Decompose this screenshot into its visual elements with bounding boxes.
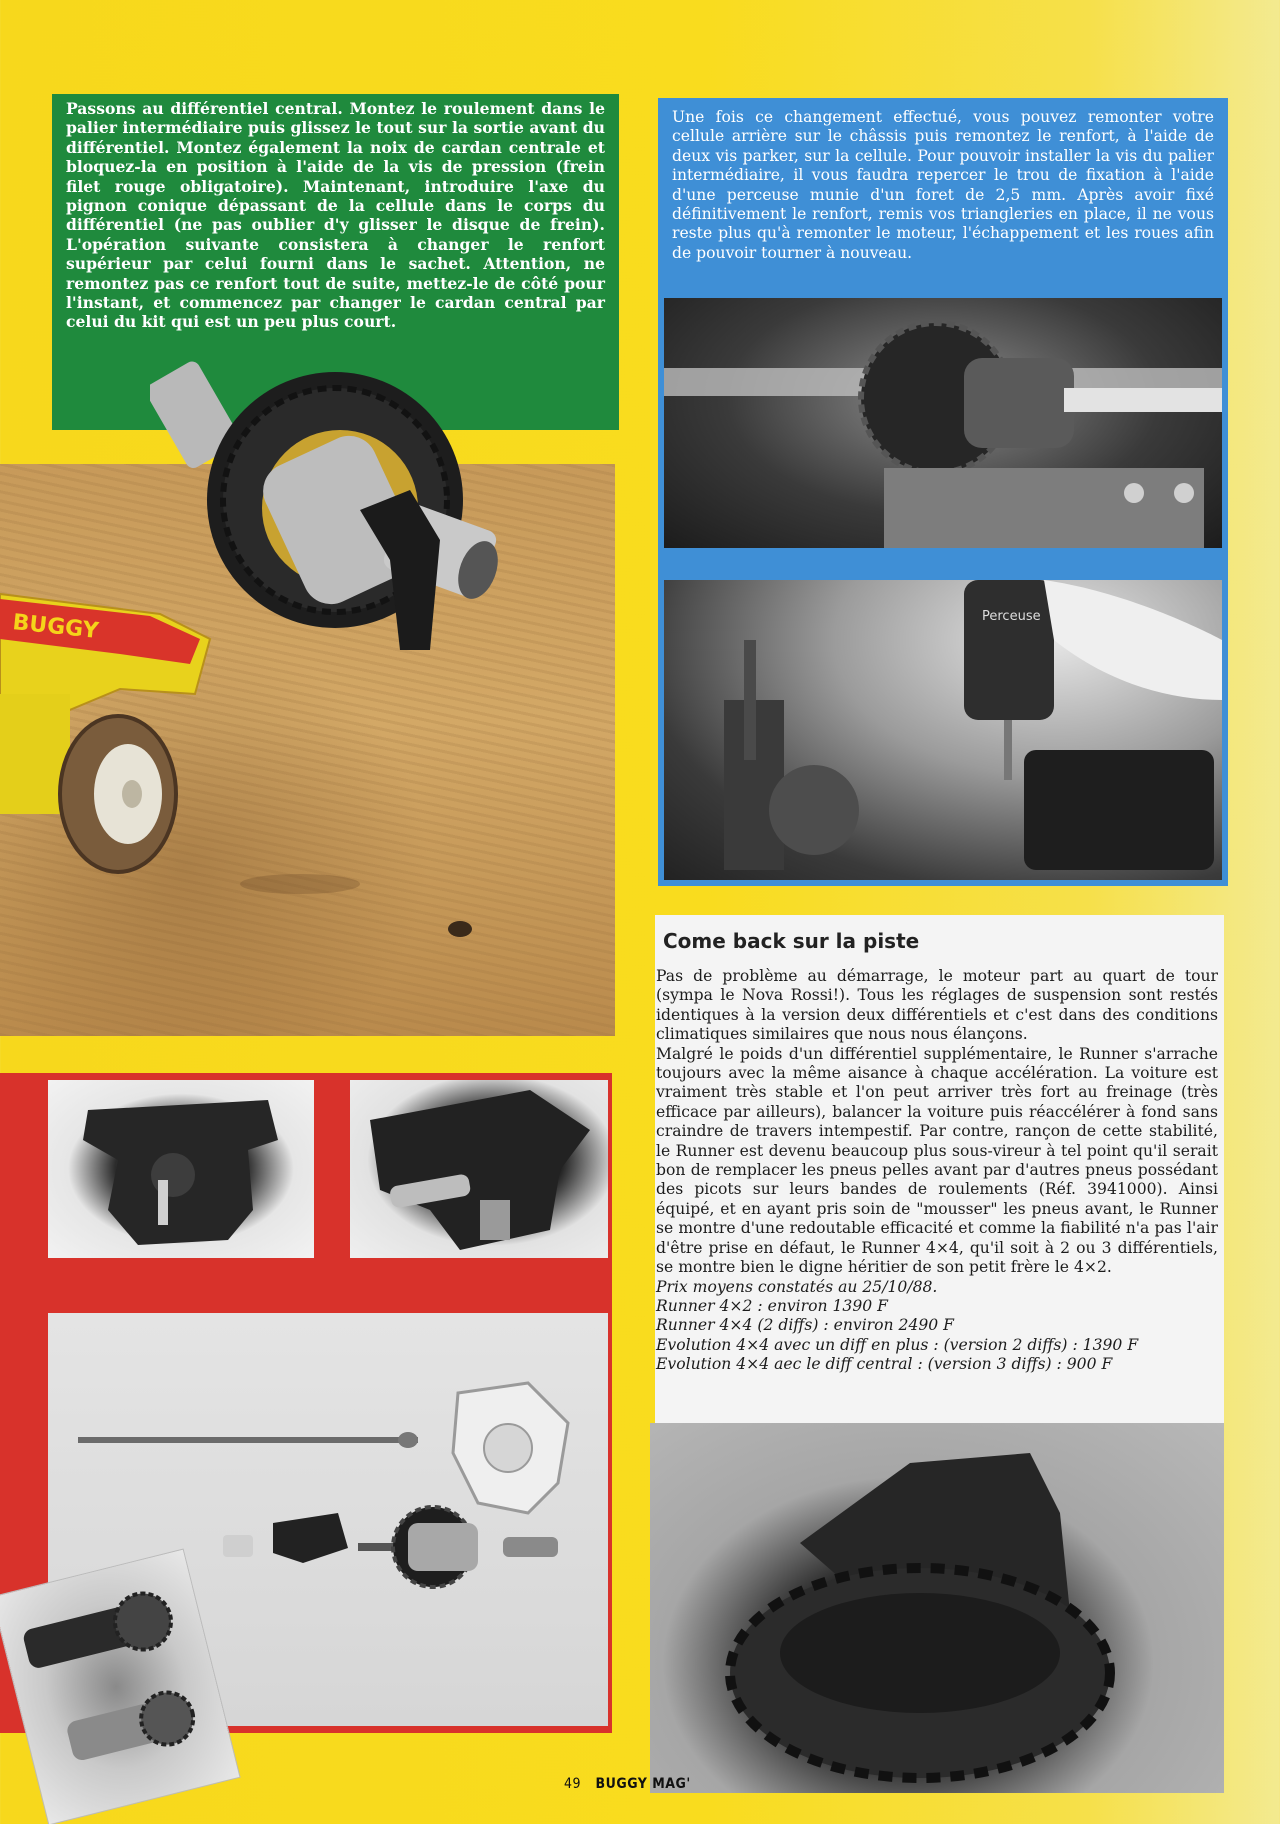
chassis-photo-2 [664, 580, 1222, 880]
price-line: Runner 4×4 (2 diffs) : environ 2490 F [656, 1316, 954, 1335]
drill-label: Perceuse [982, 609, 1041, 624]
article-title: Come back sur la piste [663, 929, 920, 953]
buggy-logo-text: BUGGY [11, 610, 100, 644]
article-body [655, 967, 1218, 1375]
tyre-photo [650, 1423, 1224, 1793]
differential-photo [150, 350, 510, 710]
rear-cell-photo [48, 1080, 314, 1258]
article-box [655, 915, 1224, 1423]
chassis-gear-illustration [664, 298, 1222, 548]
price-line: Evolution 4×4 aec le diff central : (version 3 diffs) : 900 F [656, 1355, 1113, 1374]
green-panel-text: Passons au différentiel central. Montez le roulement dans le palier intermédiaire puis glissez le tout sur la sortie avant du différentiel. Montez également la noix de cardan centrale et bloquez-la en position à l'aide de la vis de pression (frein filet rouge obligatoire). Maintenant, introduire l'axe du pignon conique dépassant de la cellule dans le corps du différentiel (ne pas oublier d'y glisser le disque de frein). L'opération suivante consistera à changer le renfort supérieur par celui fourni dans le sachet. Attention, ne remontez pas ce renfort tout de suite, mettez-le de côté pour l'instant, et commencez par changer le cardan central par celui du kit qui est un peu plus court. [66, 99, 605, 332]
front-cell-photo [350, 1080, 608, 1258]
rear-cell-illustration [48, 1080, 314, 1258]
front-cell-illustration [350, 1080, 608, 1258]
page-number: 49 [564, 1776, 582, 1792]
article-paragraph-2: Malgré le poids d'un différentiel supplémentaire, le Runner s'arrache toujours avec la même aisance à chaque accélération. La voiture est vraiment très stable et l'on peut arriver très fort au freinage (très efficace par ailleurs), balancer la voiture puis réaccélérer à fond sans craindre de travers intempestif. Par contre, rançon de cette stabilité, le Runner est devenu beaucoup plus sous-vireur à tel point qu'il serait bon de remplacer les pneus pelles avant par d'autres pneus possédant des picots sur leurs bandes de roulements (Réf. 3941000). Ainsi équipé, et en ayant pris soin de "mousser" les pneus avant, le Runner se montre d'une redoutable efficacité et comme la fiabilité n'a pas l'air d'être prise en défaut, le Runner 4×4, qu'il soit à 2 ou 3 différentiels, se montre bien le digne héritier de son petit frère le 4×2. [656, 1044, 1218, 1277]
page-footer [564, 1776, 691, 1792]
blue-panel-text: Une fois ce changement effectué, vous pouvez remonter votre cellule arrière sur le châssis puis remontez le renfort, à l'aide de deux vis parker, sur la cellule. Pour pouvoir installer la vis du palier intermédiaire, il vous faudra repercer le trou de fixation à l'aide d'une perceuse munie d'un foret de 2,5 mm. Après avoir fixé définitivement le renfort, remis vos triangleries en place, il ne vous reste plus qu'à remonter le moteur, l'échappement et les roues afin de pouvoir tourner à nouveau. [672, 108, 1214, 262]
magazine-name: BUGGY MAG' [595, 1776, 691, 1792]
price-line: Runner 4×2 : environ 1390 F [656, 1296, 888, 1315]
chassis-photo-1 [664, 298, 1222, 548]
article-paragraph-1: Pas de problème au démarrage, le moteur part au quart de tour (sympa le Nova Rossi!). Tous les réglages de suspension sont restés identiques à la version deux différentiels et c'est dans des conditions climatiques similaires que nous nous élançons. [656, 967, 1218, 1044]
differential-gear-illustration [150, 350, 510, 710]
drill-illustration [664, 580, 1222, 880]
tyre-illustration [650, 1423, 1224, 1793]
prices-heading: Prix moyens constatés au 25/10/88. [656, 1277, 938, 1296]
price-line: Evolution 4×4 avec un diff en plus : (version 2 diffs) : 1390 F [656, 1335, 1139, 1354]
